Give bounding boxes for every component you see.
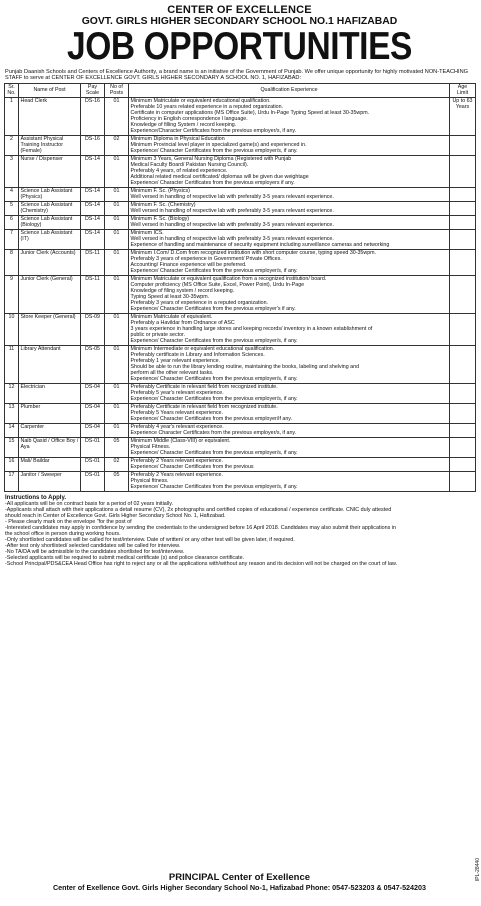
- row-num-posts: 01: [105, 97, 129, 135]
- table-row: [5, 275, 476, 313]
- table-row: [5, 215, 476, 229]
- row-pay-scale: DS-01: [81, 457, 105, 471]
- qualification-line: Preferably Certificate in relevant field from recognized institute.: [130, 404, 278, 411]
- advertisement-page: [2, 2, 481, 904]
- row-num-posts: 01: [105, 215, 129, 229]
- row-sr: 9: [5, 275, 19, 313]
- row-num-posts: 01: [105, 313, 129, 345]
- col-qualification: Qualification Experience: [129, 83, 450, 97]
- row-num-posts: 02: [105, 135, 129, 155]
- row-sr: 12: [5, 383, 19, 403]
- qualification-line: 3 years experience in handling large stores and keeping records/ inventory in a known establishment of: [130, 326, 373, 333]
- row-qualification: [129, 215, 450, 229]
- row-qualification: [129, 437, 450, 457]
- table-row: [5, 471, 476, 491]
- row-num-posts: 01: [105, 423, 129, 437]
- row-num-posts: 01: [105, 403, 129, 423]
- qualification-line: Minimum Diploma in Physical Education: [130, 136, 225, 143]
- row-pay-scale: DS-14: [81, 229, 105, 249]
- row-qualification: [129, 457, 450, 471]
- row-num-posts: 05: [105, 471, 129, 491]
- table-row: [5, 249, 476, 275]
- qualification-line: Experience/ Character Certificates from the previous employer/s, if any.: [130, 396, 298, 403]
- row-age-limit: [450, 471, 476, 491]
- row-post: Electrician: [19, 383, 81, 403]
- footer: [2, 872, 477, 892]
- header: [2, 4, 477, 67]
- row-pay-scale: DS-01: [81, 471, 105, 491]
- row-pay-scale: DS-14: [81, 215, 105, 229]
- footer-principal: PRINCIPAL Center of Exellence: [168, 872, 311, 883]
- row-post: Assistant Physical Training Instructor (Female): [19, 135, 81, 155]
- row-sr: 3: [5, 155, 19, 187]
- row-post: Science Lab Assistant (Physics): [19, 187, 81, 201]
- row-post: Science Lab Assistant (IT): [19, 229, 81, 249]
- qualification-line: Typing Speed at least 30-35wpm.: [130, 294, 210, 301]
- school-name: GOVT. GIRLS HIGHER SECONDARY SCHOOL NO.1 HAFIZABAD: [81, 16, 398, 27]
- row-age-limit: [450, 155, 476, 187]
- row-age-limit: [450, 187, 476, 201]
- row-pay-scale: DS-04: [81, 403, 105, 423]
- qualification-line: Well versed in handling of respective lab with preferably 3-5 years relevant experience.: [130, 236, 334, 243]
- row-num-posts: 01: [105, 275, 129, 313]
- table-row: [5, 437, 476, 457]
- row-pay-scale: DS-09: [81, 313, 105, 345]
- row-num-posts: 01: [105, 383, 129, 403]
- qualification-line: Knowledge of filling System / record keeping.: [130, 122, 237, 129]
- col-age: Age Limit: [450, 83, 476, 97]
- row-post: Naib Qasid / Office Boy / Aya: [19, 437, 81, 457]
- row-pay-scale: DS-04: [81, 383, 105, 403]
- col-post: Name of Post: [19, 83, 81, 97]
- col-num: No of Posts: [105, 83, 129, 97]
- qualification-line: Minimum Matriculate or equivalent qualification from a recognized institution/ board.: [130, 276, 327, 283]
- qualification-line: Minimum ICS.: [130, 230, 164, 237]
- row-pay-scale: DS-16: [81, 135, 105, 155]
- instruction-line: -Interested candidates may apply in confidence by sending the credentials to the undersigned before 16 April 2018. Candidates may also submit their applications in: [5, 524, 397, 531]
- qualification-line: Preferably 4 years, of related experience.: [130, 168, 228, 175]
- row-sr: 17: [5, 471, 19, 491]
- qualification-line: Should be able to run the library lending routine, maintaining the books, labeling and shelving and: [130, 364, 360, 371]
- row-num-posts: 01: [105, 345, 129, 383]
- instruction-line: the school office in person during working hours.: [5, 530, 121, 537]
- instruction-line: -All applicants will be on contract basis for a period of 02 years initially.: [5, 500, 173, 507]
- qualification-line: Well versed in handling of respective lab with preferably 3-5 years relevant experience.: [130, 208, 334, 215]
- row-qualification: [129, 97, 450, 135]
- instructions-title: Instructions to Apply.: [5, 494, 66, 501]
- row-sr: 16: [5, 457, 19, 471]
- qualification-line: Preferably 4 year's relevant experience.: [130, 424, 224, 431]
- qualification-line: Additional related medical certificated/ diplomas will be given due weightage: [130, 174, 309, 181]
- qualification-line: Medical Faculty Board/ Pakistan Nursing Council).: [130, 162, 249, 169]
- qualification-line: Preferably a Havildar from Ordnance of ASC: [130, 320, 235, 327]
- qualification-line: Preferably 2 Years relevant experience.: [130, 458, 223, 465]
- row-pay-scale: DS-14: [81, 187, 105, 201]
- row-age-limit: [450, 345, 476, 383]
- qualification-line: Experience/ Character Certificates from the previous employer/s, if any.: [130, 338, 298, 345]
- table-row: [5, 345, 476, 383]
- row-sr: 13: [5, 403, 19, 423]
- qualification-line: Experience/ Character Certificates from the previous employers if any.: [130, 180, 295, 187]
- row-post: Plumber: [19, 403, 81, 423]
- row-pay-scale: DS-11: [81, 249, 105, 275]
- row-qualification: [129, 229, 450, 249]
- qualification-line: Experience/ Character Certificates from the previous: [130, 464, 254, 471]
- instruction-line: -After test only shortlisted/ selected candidates will be called for interview.: [5, 542, 181, 549]
- qualification-line: Preferably 3 years of experience in a reputed organization.: [130, 300, 269, 307]
- row-age-limit: [450, 437, 476, 457]
- row-age-limit: Up to 63 Years: [450, 97, 476, 135]
- row-qualification: [129, 345, 450, 383]
- row-num-posts: 01: [105, 155, 129, 187]
- row-age-limit: [450, 383, 476, 403]
- row-qualification: [129, 403, 450, 423]
- qualification-line: Physical fitness.: [130, 478, 169, 485]
- row-pay-scale: DS-05: [81, 345, 105, 383]
- row-qualification: [129, 187, 450, 201]
- qualification-line: Well versed in handling of respective lab with preferably 3-5 years relevant experience.: [130, 194, 334, 201]
- row-sr: 7: [5, 229, 19, 249]
- qualification-line: Preferably 1 year relevant experience.: [130, 358, 221, 365]
- qualification-line: Preferable 10 years related experience in a reputed organization.: [130, 104, 284, 111]
- qualification-line: Minimum F. Sc. (Biology): [130, 216, 190, 223]
- row-qualification: [129, 383, 450, 403]
- table-row: [5, 187, 476, 201]
- qualification-line: Minimum Matriculate or equivalent educational qualification.: [130, 98, 271, 105]
- qualification-line: Experience/ Character Certificates from the previous employer/s, if any.: [130, 376, 298, 383]
- row-post: Library Attendant: [19, 345, 81, 383]
- qualification-line: public or private sector.: [130, 332, 185, 339]
- table-row: [5, 423, 476, 437]
- row-pay-scale: DS-04: [81, 423, 105, 437]
- table-row: [5, 155, 476, 187]
- row-sr: 10: [5, 313, 19, 345]
- intro-text: Punjab Daanish Schools and Centers of Excellence Authority, a brand name is an initiative of the Government of Punjab. We offer unique opportunity for highly motivated NON-TEACHING STAFF to serve at CENTER OF EXCELLENCE GOVT. GIRLS HIGHER SECONDARY A SCHOOL NO. 1, HAFIZABAD:: [5, 69, 468, 82]
- qualification-line: Minimum Middle (Class-VIII) or equivalent.: [130, 438, 231, 445]
- qualification-line: Preferably certificate in Library and Information Sciences.: [130, 352, 265, 359]
- row-post: Junior Clerk (General): [19, 275, 81, 313]
- row-age-limit: [450, 215, 476, 229]
- row-post: Store Keeper (General): [19, 313, 81, 345]
- row-age-limit: [450, 313, 476, 345]
- qualification-line: Minimum Intermediate or equivalent educational qualification.: [130, 346, 275, 353]
- institution-name: CENTER OF EXCELLENCE: [167, 4, 312, 16]
- row-pay-scale: DS-14: [81, 201, 105, 215]
- row-sr: 6: [5, 215, 19, 229]
- qualification-line: Preferably Certificate in relevant field from recognized institute.: [130, 384, 278, 391]
- row-num-posts: 05: [105, 437, 129, 457]
- instruction-line: -No TA/DA will be admissible to the candidates shortlisted for test/interview.: [5, 548, 185, 555]
- qualification-line: Minimum I.Com/ D.Com from recognized institution with short computer course, typing speed 30-35wpm.: [130, 250, 377, 257]
- row-post: Nurse / Dispenser: [19, 155, 81, 187]
- qualification-line: Certificate in computer applications (MS Office Suite), Urdu In-Page Typing Speed at least 30-35wpm.: [130, 110, 370, 117]
- qualification-line: Experience of handling and maintenance of security equipment including surveillance cameras and networking: [130, 242, 390, 249]
- qualification-line: Preferably 2 Years relevant experience.: [130, 472, 223, 479]
- table-row: [5, 313, 476, 345]
- row-num-posts: 01: [105, 249, 129, 275]
- qualification-line: Computer proficiency (MS Office Suite, Excel, Power Point), Urdu In-Page: [130, 282, 305, 289]
- row-age-limit: [450, 423, 476, 437]
- row-qualification: [129, 135, 450, 155]
- ad-code: IPL-28440: [475, 858, 481, 882]
- instructions-list: [5, 501, 474, 567]
- row-post: Science Lab Assistant (Chemistry): [19, 201, 81, 215]
- instruction-line: should reach in Center of Excellence Govt. Girls Higher Secondary School No. 1, Hafizabad.: [5, 512, 226, 519]
- qualification-line: Experience/ Character Certificates from the previous employer/s, if any.: [130, 148, 298, 155]
- qualification-line: Experience/ Character Certificates from the previous employer/s, if any.: [130, 268, 298, 275]
- row-qualification: [129, 471, 450, 491]
- row-age-limit: [450, 249, 476, 275]
- row-pay-scale: DS-16: [81, 97, 105, 135]
- qualification-line: Minimum Provincial level player in specialized game(s) and experienced in.: [130, 142, 307, 149]
- instruction-line: -Selected applicants will be required to submit medical certificate (s) and police clearance certificate.: [5, 554, 245, 561]
- table-row: [5, 229, 476, 249]
- row-num-posts: 01: [105, 229, 129, 249]
- row-qualification: [129, 155, 450, 187]
- row-age-limit: [450, 229, 476, 249]
- qualification-line: Experience/ Character Certificates from the previous employer/if any.: [130, 416, 293, 423]
- row-sr: 4: [5, 187, 19, 201]
- qualification-line: Accounting/ Finance experience will be preferred.: [130, 262, 247, 269]
- jobs-table: [4, 83, 476, 492]
- row-post: Mali/ Baildar: [19, 457, 81, 471]
- table-row: [5, 383, 476, 403]
- table-row: [5, 457, 476, 471]
- row-sr: 2: [5, 135, 19, 155]
- table-row: [5, 97, 476, 135]
- instruction-line: -School Principal/PDS&CEA Head Office has right to reject any or all the applications with/without any reason and its decision will not be charged on the court of law.: [5, 560, 398, 567]
- row-post: Janitor / Sweeper: [19, 471, 81, 491]
- instructions: [5, 495, 474, 567]
- row-post: Junior Clerk (Accounts): [19, 249, 81, 275]
- row-qualification: [129, 313, 450, 345]
- row-num-posts: 01: [105, 187, 129, 201]
- qualification-line: Minimum F. Sc. (Physics): [130, 188, 190, 195]
- qualification-line: Preferably 3 years of experience in Government/ Private Offices.: [130, 256, 282, 263]
- row-age-limit: [450, 457, 476, 471]
- row-post: Carpenter: [19, 423, 81, 437]
- page-title: JOB OPPORTUNITIES: [67, 25, 412, 68]
- col-pay: Pay Scale: [81, 83, 105, 97]
- row-sr: 14: [5, 423, 19, 437]
- qualification-line: Well versed in handling of respective lab with preferably 3-5 years relevant experience.: [130, 222, 334, 229]
- table-row: [5, 403, 476, 423]
- row-qualification: [129, 275, 450, 313]
- row-age-limit: [450, 135, 476, 155]
- instruction-line: -Only shortlisted candidates will be called for test/interview. Date of written/ or any other test will be given later, if required.: [5, 536, 295, 543]
- qualification-line: Minimum 3 Years, General Nursing Diploma (Registered with Punjab: [130, 156, 292, 163]
- qualification-line: Experience Character Certificates from the previous employer/s, if any.: [130, 430, 297, 437]
- row-sr: 5: [5, 201, 19, 215]
- row-post: Science Lab Assistant (Biology): [19, 215, 81, 229]
- qualification-line: perform all the other relevant tasks.: [130, 370, 214, 377]
- table-header-row: [5, 83, 476, 97]
- table-row: [5, 201, 476, 215]
- qualification-line: Experience/Character Certificates from the previous employer/s, if any.: [130, 128, 297, 135]
- footer-contact: Center of Exellence Govt. Girls Higher Secondary School No-1, Hafizabad Phone: 0547-523203 & 0547-524203: [52, 883, 427, 892]
- row-sr: 15: [5, 437, 19, 457]
- row-qualification: [129, 201, 450, 215]
- qualification-line: Physical Fitness.: [130, 444, 171, 451]
- col-sr: Sr. No.: [5, 83, 19, 97]
- qualification-line: Experience/ Character Certificates from the previous employer's if any.: [130, 306, 296, 313]
- row-age-limit: [450, 201, 476, 215]
- row-age-limit: [450, 275, 476, 313]
- row-num-posts: 01: [105, 201, 129, 215]
- row-sr: 8: [5, 249, 19, 275]
- qualification-line: Proficiency in English correspondence l language.: [130, 116, 248, 123]
- row-qualification: [129, 249, 450, 275]
- qualification-line: Knowledge of filing system / record keeping.: [130, 288, 235, 295]
- row-qualification: [129, 423, 450, 437]
- table-row: [5, 135, 476, 155]
- row-pay-scale: DS-14: [81, 155, 105, 187]
- instruction-line: -Applicants shall attach with their applications a detail resume (CV), 2x photographs and certified copies of educational / experience certificate. CNIC duly attested: [5, 506, 392, 513]
- row-pay-scale: DS-11: [81, 275, 105, 313]
- qualification-line: Preferably 5 Years relevant experience.: [130, 410, 223, 417]
- row-sr: 11: [5, 345, 19, 383]
- row-pay-scale: DS-01: [81, 437, 105, 457]
- row-age-limit: [450, 403, 476, 423]
- qualification-line: Experience/ Character Certificates from the previous employer/s, if any.: [130, 450, 298, 457]
- qualification-line: Preferably 5 year's relevant experience.: [130, 390, 224, 397]
- instruction-line: - Please clearly mark on the envelope "for the post of: [5, 518, 132, 525]
- qualification-line: Minimum Matriculate of equivalent.: [130, 314, 213, 321]
- row-post: Head Clerk: [19, 97, 81, 135]
- qualification-line: Experience/ Character Certificates from the previous employer/s, if any.: [130, 484, 298, 491]
- row-sr: 1: [5, 97, 19, 135]
- qualification-line: Minimum F. Sc. (Chemistry): [130, 202, 196, 209]
- row-num-posts: 02: [105, 457, 129, 471]
